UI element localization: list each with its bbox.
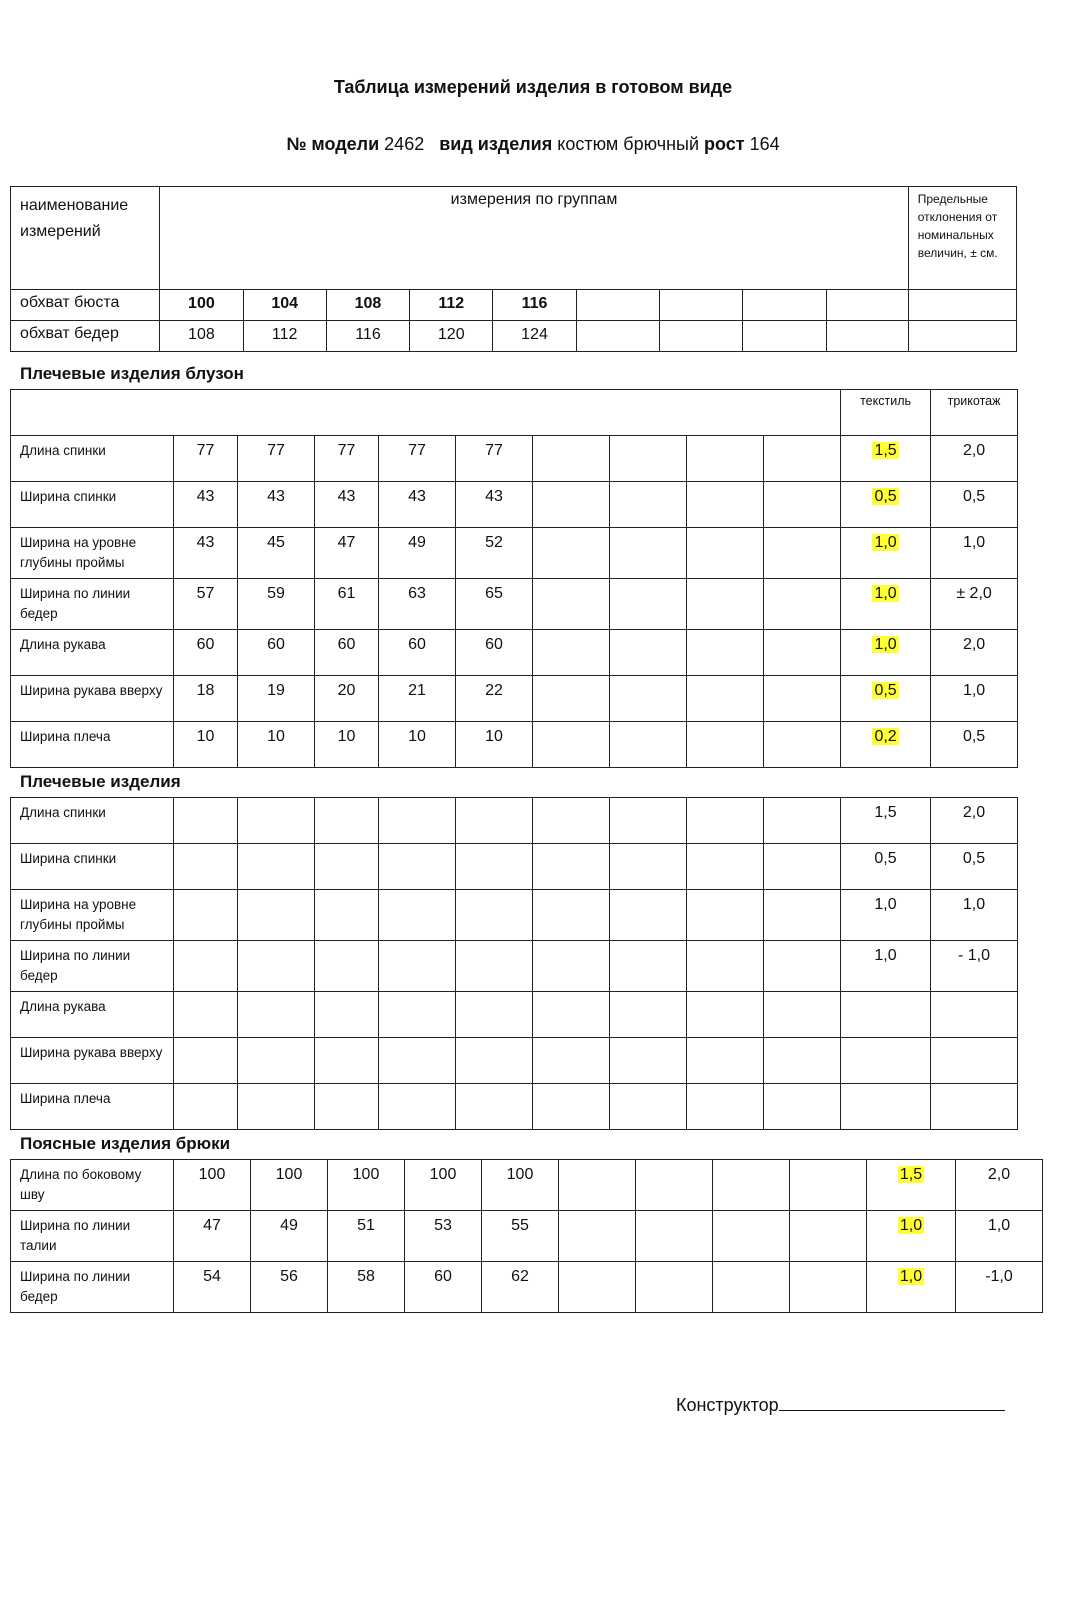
empty-cell xyxy=(610,528,687,579)
value-cell: 18 xyxy=(174,676,238,722)
signature-area xyxy=(676,1392,1005,1416)
row-label: Ширина по линии бедер xyxy=(11,1262,174,1313)
value-cell: 55 xyxy=(482,1211,559,1262)
value-cell: 43 xyxy=(238,482,315,528)
value-cell: 124 xyxy=(493,321,576,352)
row-label: Ширина на уровне глубины проймы xyxy=(11,528,174,579)
value-cell: 116 xyxy=(493,290,576,321)
value-cell: 100 xyxy=(405,1160,482,1211)
value-cell: 60 xyxy=(315,630,379,676)
knit-deviation: -1,0 xyxy=(956,1262,1043,1313)
empty-cell xyxy=(315,1038,379,1084)
highlighted-value: 0,2 xyxy=(874,728,897,745)
table-row xyxy=(11,676,1018,722)
empty-cell xyxy=(610,1038,687,1084)
table-row xyxy=(11,482,1018,528)
value-cell: 77 xyxy=(379,436,456,482)
table-row xyxy=(11,1038,1018,1084)
knit-deviation: 1,0 xyxy=(931,676,1018,722)
value-cell: 116 xyxy=(326,321,409,352)
knit-deviation xyxy=(931,992,1018,1038)
row-label: Длина спинки xyxy=(11,436,174,482)
textile-deviation xyxy=(841,482,931,528)
empty-cell xyxy=(379,1084,456,1130)
highlighted-value: 0,5 xyxy=(874,488,897,505)
table-row xyxy=(11,1262,1043,1313)
value-cell: 49 xyxy=(379,528,456,579)
empty-cell xyxy=(456,844,533,890)
empty-cell xyxy=(687,722,764,768)
empty-cell xyxy=(533,992,610,1038)
empty-cell xyxy=(379,992,456,1038)
table-row xyxy=(11,992,1018,1038)
empty-cell xyxy=(610,482,687,528)
empty-cell xyxy=(764,992,841,1038)
knit-deviation: 2,0 xyxy=(931,798,1018,844)
empty-cell xyxy=(743,321,826,352)
section-title-trousers: Поясные изделия брюки xyxy=(20,1134,231,1153)
type-label: вид изделия xyxy=(439,134,553,154)
table-row xyxy=(11,1084,1018,1130)
empty-cell xyxy=(533,579,610,630)
empty-cell xyxy=(764,482,841,528)
empty-cell xyxy=(456,1084,533,1130)
table-row xyxy=(11,528,1018,579)
empty-cell xyxy=(238,1038,315,1084)
knit-deviation: 2,0 xyxy=(956,1160,1043,1211)
knit-deviation: 0,5 xyxy=(931,722,1018,768)
table-row xyxy=(11,890,1018,941)
empty-cell xyxy=(687,941,764,992)
value-cell: 49 xyxy=(251,1211,328,1262)
empty-header-cell xyxy=(11,390,841,436)
row-label: Длина спинки xyxy=(11,798,174,844)
textile-deviation xyxy=(867,1211,956,1262)
value-cell: 108 xyxy=(326,290,409,321)
table-row xyxy=(11,579,1018,630)
row-label: Ширина по линии талии xyxy=(11,1211,174,1262)
row-label: Длина по боковому шву xyxy=(11,1160,174,1211)
empty-cell xyxy=(174,890,238,941)
value-cell: 100 xyxy=(251,1160,328,1211)
trousers-table xyxy=(10,1159,1043,1313)
textile-deviation xyxy=(841,722,931,768)
empty-cell xyxy=(379,798,456,844)
textile-deviation xyxy=(841,676,931,722)
empty-cell xyxy=(456,798,533,844)
empty-cell xyxy=(610,798,687,844)
empty-cell xyxy=(238,798,315,844)
empty-cell xyxy=(764,1038,841,1084)
knit-deviation: ± 2,0 xyxy=(931,579,1018,630)
empty-cell xyxy=(315,890,379,941)
empty-cell xyxy=(687,436,764,482)
empty-cell xyxy=(174,798,238,844)
empty-cell xyxy=(315,1084,379,1130)
empty-cell xyxy=(238,844,315,890)
textile-deviation: 1,5 xyxy=(841,798,931,844)
empty-cell xyxy=(764,676,841,722)
value-cell: 108 xyxy=(160,321,243,352)
row-label: обхват бюста xyxy=(11,290,160,321)
empty-cell xyxy=(713,1160,790,1211)
value-cell: 43 xyxy=(174,528,238,579)
value-cell: 45 xyxy=(238,528,315,579)
textile-deviation xyxy=(841,1038,931,1084)
empty-cell xyxy=(238,1084,315,1130)
knit-deviation: 2,0 xyxy=(931,630,1018,676)
empty-cell xyxy=(610,844,687,890)
value-cell: 112 xyxy=(410,290,493,321)
table-row xyxy=(11,1211,1043,1262)
name-header: наименование измерений xyxy=(11,187,160,290)
empty-cell xyxy=(238,992,315,1038)
empty-cell xyxy=(533,1038,610,1084)
textile-deviation: 1,0 xyxy=(841,941,931,992)
shoulder-table xyxy=(10,797,1018,1130)
value-cell: 47 xyxy=(315,528,379,579)
textile-deviation xyxy=(841,528,931,579)
value-cell: 47 xyxy=(174,1211,251,1262)
value-cell: 43 xyxy=(174,482,238,528)
empty-cell xyxy=(687,798,764,844)
empty-cell xyxy=(559,1211,636,1262)
col-textile: текстиль xyxy=(841,390,931,436)
knit-deviation: 0,5 xyxy=(931,482,1018,528)
empty-cell xyxy=(687,890,764,941)
empty-cell xyxy=(610,992,687,1038)
knit-deviation: 0,5 xyxy=(931,844,1018,890)
empty-cell xyxy=(687,1084,764,1130)
value-cell: 56 xyxy=(251,1262,328,1313)
value-cell: 100 xyxy=(160,290,243,321)
empty-cell xyxy=(238,890,315,941)
row-label: Ширина плеча xyxy=(11,722,174,768)
value-cell: 58 xyxy=(328,1262,405,1313)
value-cell: 104 xyxy=(243,290,326,321)
value-cell: 77 xyxy=(456,436,533,482)
textile-deviation xyxy=(841,579,931,630)
empty-cell xyxy=(764,630,841,676)
empty-cell xyxy=(713,1262,790,1313)
knit-deviation xyxy=(931,1038,1018,1084)
empty-cell xyxy=(687,676,764,722)
height-label: рост xyxy=(704,134,745,154)
signature-line xyxy=(779,1392,1005,1411)
empty-cell xyxy=(533,482,610,528)
empty-cell xyxy=(174,844,238,890)
value-cell: 62 xyxy=(482,1262,559,1313)
empty-cell xyxy=(687,630,764,676)
empty-cell xyxy=(379,941,456,992)
highlighted-value: 1,0 xyxy=(874,534,897,551)
textile-deviation xyxy=(841,436,931,482)
value-cell: 51 xyxy=(328,1211,405,1262)
empty-cell xyxy=(315,798,379,844)
empty-cell xyxy=(610,676,687,722)
value-cell: 52 xyxy=(456,528,533,579)
type-value: костюм брючный xyxy=(557,134,700,154)
empty-cell xyxy=(533,941,610,992)
value-cell: 60 xyxy=(238,630,315,676)
empty-cell xyxy=(559,1262,636,1313)
value-cell: 60 xyxy=(379,630,456,676)
highlighted-value: 1,5 xyxy=(874,442,897,459)
empty-cell xyxy=(764,798,841,844)
empty-cell xyxy=(533,676,610,722)
value-cell: 60 xyxy=(456,630,533,676)
empty-cell xyxy=(533,436,610,482)
section-title-blouson: Плечевые изделия блузон xyxy=(20,364,244,383)
empty-cell xyxy=(790,1262,867,1313)
empty-cell xyxy=(456,890,533,941)
model-label: № модели xyxy=(286,134,380,154)
empty-cell xyxy=(610,941,687,992)
empty-cell xyxy=(636,1211,713,1262)
value-cell: 19 xyxy=(238,676,315,722)
row-label: Ширина спинки xyxy=(11,844,174,890)
row-label: Ширина спинки xyxy=(11,482,174,528)
empty-cell xyxy=(456,992,533,1038)
table-row xyxy=(11,436,1018,482)
section-title-shoulder: Плечевые изделия xyxy=(20,772,181,791)
value-cell: 10 xyxy=(315,722,379,768)
value-cell: 20 xyxy=(315,676,379,722)
empty-cell xyxy=(533,630,610,676)
empty-cell xyxy=(764,890,841,941)
value-cell: 57 xyxy=(174,579,238,630)
textile-deviation xyxy=(841,1084,931,1130)
empty-cell xyxy=(315,992,379,1038)
empty-cell xyxy=(533,722,610,768)
empty-cell xyxy=(610,722,687,768)
empty-cell xyxy=(743,290,826,321)
knit-deviation: 1,0 xyxy=(931,890,1018,941)
document-title: Таблица измерений изделия в готовом виде xyxy=(333,77,733,97)
table-row xyxy=(11,941,1018,992)
empty-cell xyxy=(908,290,1016,321)
value-cell: 60 xyxy=(405,1262,482,1313)
value-cell: 65 xyxy=(456,579,533,630)
document-subtitle xyxy=(0,134,1066,155)
empty-cell xyxy=(610,630,687,676)
highlighted-value: 1,0 xyxy=(899,1268,923,1285)
table-row xyxy=(11,321,1017,352)
value-cell: 43 xyxy=(379,482,456,528)
empty-cell xyxy=(790,1160,867,1211)
empty-cell xyxy=(174,1038,238,1084)
signature-label: Конструктор xyxy=(676,1395,779,1415)
empty-cell xyxy=(559,1160,636,1211)
empty-cell xyxy=(764,722,841,768)
empty-cell xyxy=(659,321,742,352)
empty-cell xyxy=(687,528,764,579)
value-cell: 54 xyxy=(174,1262,251,1313)
empty-cell xyxy=(908,321,1016,352)
blouson-table xyxy=(10,389,1018,768)
value-cell: 10 xyxy=(456,722,533,768)
value-cell: 10 xyxy=(379,722,456,768)
empty-cell xyxy=(174,992,238,1038)
empty-cell xyxy=(659,290,742,321)
empty-cell xyxy=(713,1211,790,1262)
value-cell: 77 xyxy=(315,436,379,482)
row-label: Ширина рукава вверху xyxy=(11,1038,174,1084)
model-value: 2462 xyxy=(384,134,425,154)
table-row xyxy=(11,722,1018,768)
empty-cell xyxy=(687,579,764,630)
textile-deviation xyxy=(841,992,931,1038)
row-label: Ширина по линии бедер xyxy=(11,579,174,630)
empty-cell xyxy=(764,436,841,482)
value-cell: 77 xyxy=(238,436,315,482)
value-cell: 120 xyxy=(410,321,493,352)
empty-cell xyxy=(456,1038,533,1084)
empty-cell xyxy=(576,290,659,321)
table-row xyxy=(11,290,1017,321)
row-label: Длина рукава xyxy=(11,992,174,1038)
value-cell: 43 xyxy=(315,482,379,528)
empty-cell xyxy=(174,941,238,992)
empty-cell xyxy=(764,844,841,890)
textile-deviation: 1,0 xyxy=(841,890,931,941)
empty-cell xyxy=(533,798,610,844)
empty-cell xyxy=(533,1084,610,1130)
empty-cell xyxy=(687,482,764,528)
empty-cell xyxy=(826,321,908,352)
value-cell: 53 xyxy=(405,1211,482,1262)
empty-cell xyxy=(379,1038,456,1084)
value-cell: 60 xyxy=(174,630,238,676)
value-cell: 100 xyxy=(482,1160,559,1211)
empty-cell xyxy=(238,941,315,992)
highlighted-value: 1,5 xyxy=(899,1166,923,1183)
empty-cell xyxy=(610,579,687,630)
knit-deviation: 2,0 xyxy=(931,436,1018,482)
height-value: 164 xyxy=(749,134,780,154)
value-cell: 21 xyxy=(379,676,456,722)
empty-cell xyxy=(315,844,379,890)
value-cell: 10 xyxy=(174,722,238,768)
empty-cell xyxy=(764,1084,841,1130)
knit-deviation: 1,0 xyxy=(956,1211,1043,1262)
knit-deviation xyxy=(931,1084,1018,1130)
table-row xyxy=(11,630,1018,676)
empty-cell xyxy=(533,890,610,941)
empty-cell xyxy=(533,844,610,890)
empty-cell xyxy=(533,528,610,579)
table-row xyxy=(11,798,1018,844)
empty-cell xyxy=(576,321,659,352)
empty-cell xyxy=(315,941,379,992)
value-cell: 43 xyxy=(456,482,533,528)
empty-cell xyxy=(610,890,687,941)
value-cell: 112 xyxy=(243,321,326,352)
value-cell: 59 xyxy=(238,579,315,630)
highlighted-value: 1,0 xyxy=(899,1217,923,1234)
table-row xyxy=(11,1160,1043,1211)
empty-cell xyxy=(610,436,687,482)
empty-cell xyxy=(764,579,841,630)
textile-deviation: 0,5 xyxy=(841,844,931,890)
textile-deviation xyxy=(867,1160,956,1211)
header-table xyxy=(10,186,1017,352)
value-cell: 100 xyxy=(328,1160,405,1211)
empty-cell xyxy=(379,844,456,890)
empty-cell xyxy=(826,290,908,321)
highlighted-value: 1,0 xyxy=(874,585,897,602)
row-label: обхват бедер xyxy=(11,321,160,352)
value-cell: 77 xyxy=(174,436,238,482)
row-label: Ширина на уровне глубины проймы xyxy=(11,890,174,941)
empty-cell xyxy=(790,1211,867,1262)
groups-header: измерения по группам xyxy=(160,187,908,290)
highlighted-value: 1,0 xyxy=(874,636,897,653)
value-cell: 10 xyxy=(238,722,315,768)
value-cell: 100 xyxy=(174,1160,251,1211)
value-cell: 22 xyxy=(456,676,533,722)
knit-deviation: 1,0 xyxy=(931,528,1018,579)
empty-cell xyxy=(636,1160,713,1211)
empty-cell xyxy=(764,528,841,579)
row-label: Ширина по линии бедер xyxy=(11,941,174,992)
deviation-header: Предельные отклонения от номинальных величин, ± см. xyxy=(908,187,1016,290)
empty-cell xyxy=(174,1084,238,1130)
empty-cell xyxy=(610,1084,687,1130)
value-cell: 63 xyxy=(379,579,456,630)
knit-deviation: - 1,0 xyxy=(931,941,1018,992)
empty-cell xyxy=(687,1038,764,1084)
textile-deviation xyxy=(867,1262,956,1313)
col-knit: трикотаж xyxy=(931,390,1018,436)
row-label: Ширина плеча xyxy=(11,1084,174,1130)
textile-deviation xyxy=(841,630,931,676)
empty-cell xyxy=(687,992,764,1038)
highlighted-value: 0,5 xyxy=(874,682,897,699)
empty-cell xyxy=(636,1262,713,1313)
empty-cell xyxy=(456,941,533,992)
empty-cell xyxy=(764,941,841,992)
row-label: Длина рукава xyxy=(11,630,174,676)
value-cell: 61 xyxy=(315,579,379,630)
table-row xyxy=(11,844,1018,890)
empty-cell xyxy=(379,890,456,941)
empty-cell xyxy=(687,844,764,890)
row-label: Ширина рукава вверху xyxy=(11,676,174,722)
